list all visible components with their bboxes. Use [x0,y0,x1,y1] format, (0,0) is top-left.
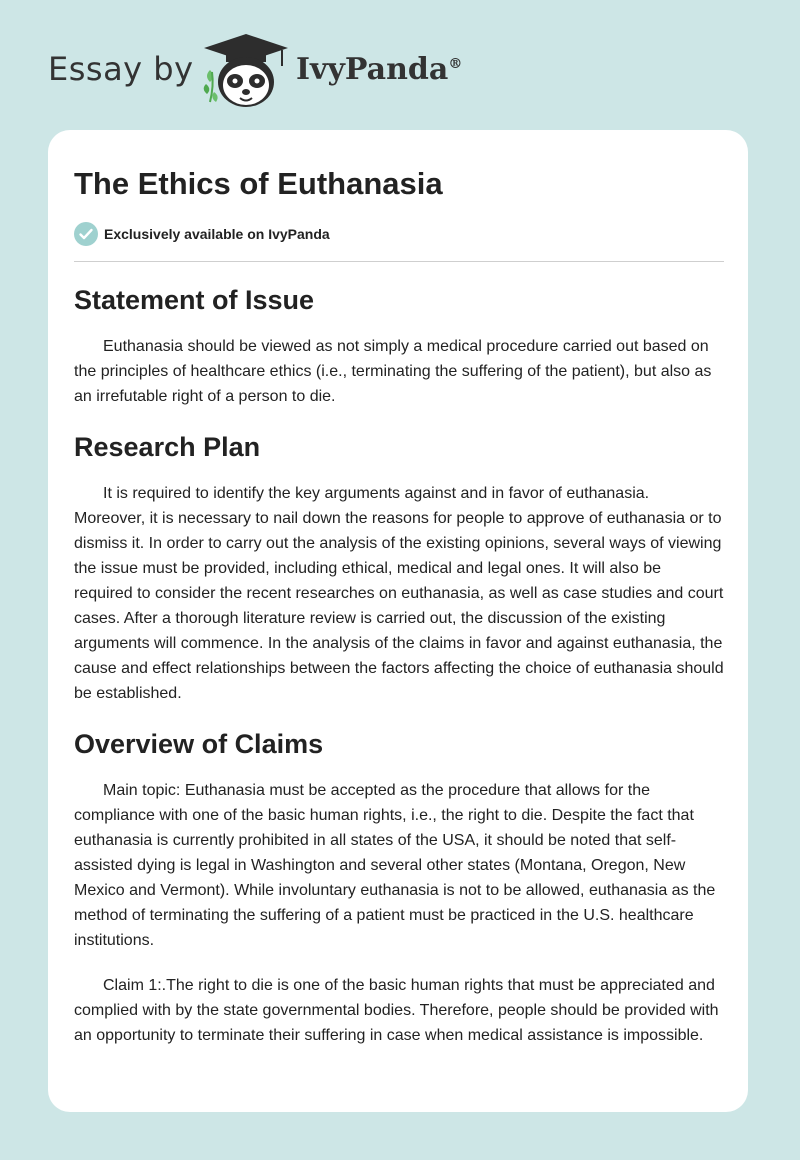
section-paragraph: Euthanasia should be viewed as not simply a medical procedure carried out based on the principles of healthcare ethics (i.e., terminating the suffering of the patient), but also as an irrefutable right of a person to die. [74,338,712,405]
trademark-symbol: ® [448,56,463,72]
page-title: The Ethics of Euthanasia [74,166,443,201]
section-heading: Research Plan [74,432,261,462]
section-paragraph: Claim 1:.The right to die is one of the basic human rights that must be appreciated and complied with by the state governmental bodies. Therefore, people should be provided with an opportunity to terminate their suffering in case when medical assistance is impossible. [74,977,719,1044]
section-heading: Overview of Claims [74,729,324,759]
check-circle-icon [74,222,98,246]
section-paragraph: It is required to identify the key arguments against and in favor of euthanasia. Moreover, it is necessary to nail down the reasons for people to approve of euthanasia or to dismiss it. In order to carry out the analysis of the existing opinions, several ways of viewing the issue must be provided, including ethical, medical and legal ones. It will also be required to consider the recent researches on euthanasia, as well as case studies and court cases. After a thorough literature review is carried out, the discussion of the existing arguments will commence. In the analysis of the claims in favor and against euthanasia, the cause and effect relationships between the factors affecting the choice of euthanasia should be established. [74,485,724,702]
badge-text: Exclusively available on IvyPanda [104,226,330,242]
panda-graduate-icon[interactable] [198,30,294,110]
essay-card [48,130,748,1112]
site-header [0,0,800,120]
brand-name[interactable]: IvyPanda® [296,52,463,87]
essay-by-label: Essay by [48,50,194,88]
title-divider [74,261,724,262]
section-paragraph: Main topic: Euthanasia must be accepted as the procedure that allows for the compliance with one of the basic human rights, i.e., the right to die. Despite the fact that euthanasia is currently prohibited in all states of the USA, it should be noted that self-assisted dying is legal in Washington and several other states (Montana, Oregon, New Mexico and Vermont). While involuntary euthanasia is not to be allowed, euthanasia as the method of terminating the suffering of a patient must be practiced in the U.S. healthcare institutions. [74,782,716,949]
essay-body [74,282,724,1048]
section-heading: Statement of Issue [74,285,315,315]
exclusive-badge [74,222,330,246]
